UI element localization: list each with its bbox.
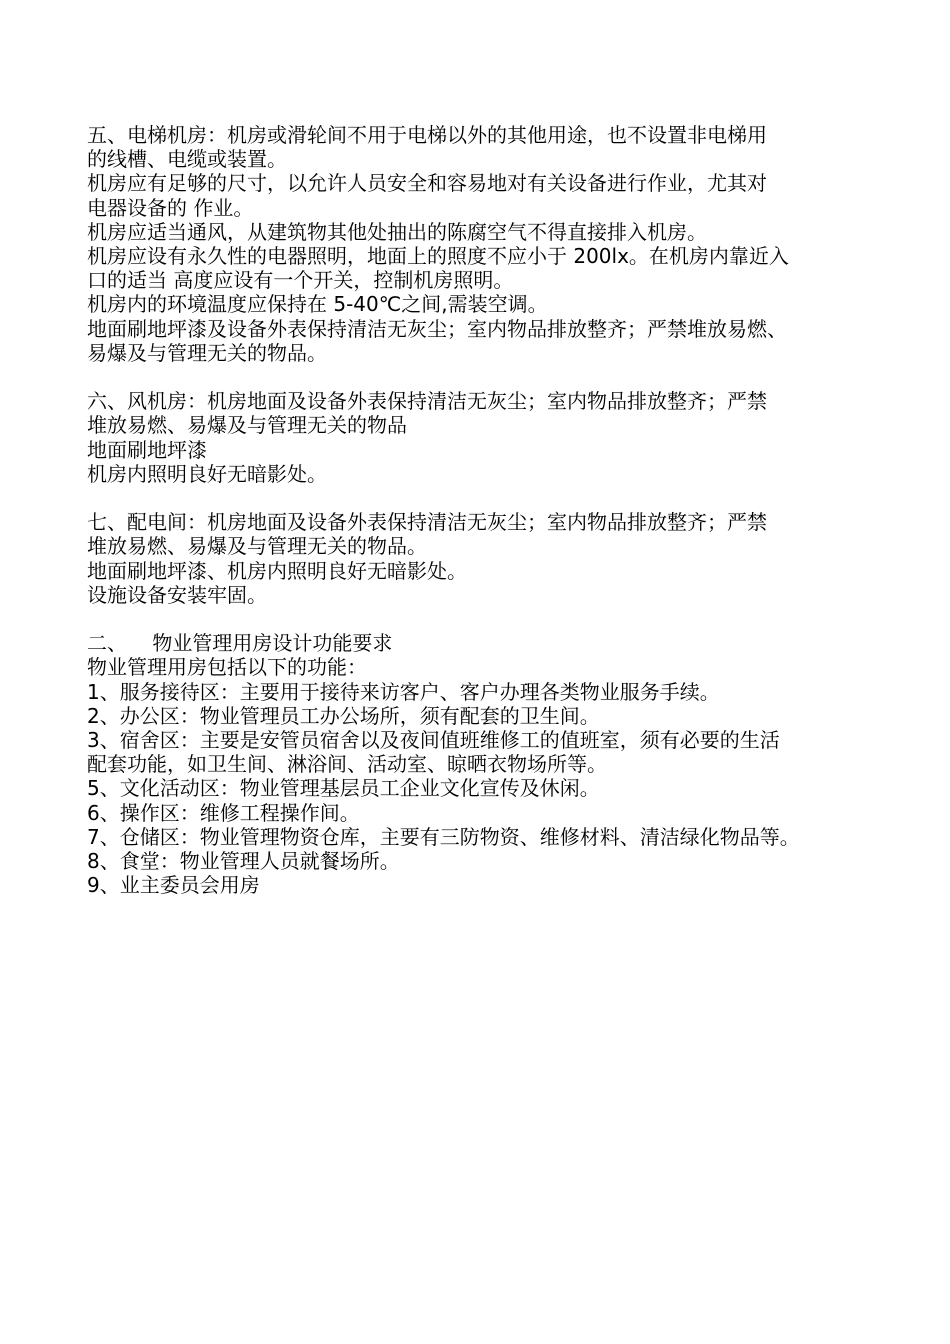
section-heading: 二、 物业管理用房设计功能要求 (87, 631, 393, 656)
paragraph-line: 设施设备安装牢固。 (87, 582, 267, 607)
paragraph-line: 地面刷地坪漆及设备外表保持清洁无灰尘；室内物品排放整齐；严禁堆放易燃、 (87, 316, 787, 341)
list-item: 9、业主委员会用房 (87, 873, 260, 898)
paragraph-line: 堆放易燃、易爆及与管理无关的物品。 (87, 534, 427, 559)
paragraph-line: 机房内照明良好无暗影处。 (87, 461, 327, 486)
paragraph-line: 地面刷地坪漆、机房内照明良好无暗影处。 (87, 558, 467, 583)
paragraph-line: 物业管理用房包括以下的功能： (87, 655, 367, 680)
list-item: 1、服务接待区：主要用于接待来访客户、客户办理各类物业服务手续。 (87, 679, 720, 704)
section-power-distribution-room (87, 510, 887, 607)
list-item: 5、文化活动区：物业管理基层员工企业文化宣传及休闲。 (87, 776, 600, 801)
paragraph-line: 口的适当 高度应设有一个开关，控制机房照明。 (87, 268, 514, 293)
list-item: 8、食堂：物业管理人员就餐场所。 (87, 849, 400, 874)
paragraph-line: 机房应适当通风，从建筑物其他处抽出的陈腐空气不得直接排入机房。 (87, 219, 707, 244)
section-heading: 五、电梯机房：机房或滑轮间不用于电梯以外的其他用途，也不设置非电梯用 (87, 123, 767, 147)
paragraph-line: 地面刷地坪漆 (87, 437, 207, 462)
section-property-management-rooms (87, 631, 887, 897)
section-elevator-machine-room (87, 123, 887, 365)
section-heading: 六、风机房：机房地面及设备外表保持清洁无灰尘；室内物品排放整齐；严禁 (87, 389, 767, 414)
blank-line (87, 365, 887, 389)
paragraph-line: 机房应设有永久性的电器照明，地面上的照度不应小于 200lx。在机房内靠近入 (87, 244, 789, 269)
section-fan-room (87, 389, 887, 486)
list-item-continuation: 配套功能，如卫生间、淋浴间、活动室、晾晒衣物场所等。 (87, 752, 607, 777)
paragraph-line: 机房内的环境温度应保持在 5-40℃之间,需装空调。 (87, 292, 548, 317)
list-item: 6、操作区：维修工程操作间。 (87, 800, 360, 825)
blank-line (87, 607, 887, 631)
list-item: 3、宿舍区：主要是安管员宿舍以及夜间值班维修工的值班室，须有必要的生活 (87, 728, 780, 753)
list-item: 7、仓储区：物业管理物资仓库，主要有三防物资、维修材料、清洁绿化物品等。 (87, 824, 800, 849)
paragraph-line: 堆放易燃、易爆及与管理无关的物品 (87, 413, 407, 438)
blank-line (87, 486, 887, 510)
paragraph-line: 电器设备的 作业。 (87, 195, 254, 220)
section-heading: 七、配电间：机房地面及设备外表保持清洁无灰尘；室内物品排放整齐；严禁 (87, 510, 767, 535)
paragraph-line: 易爆及与管理无关的物品。 (87, 340, 327, 365)
paragraph-line: 机房应有足够的尺寸，以允许人员安全和容易地对有关设备进行作业，尤其对 (87, 171, 767, 196)
list-item: 2、办公区：物业管理员工办公场所，须有配套的卫生间。 (87, 703, 600, 728)
document-page (87, 123, 887, 897)
paragraph-line: 的线槽、电缆或装置。 (87, 147, 287, 172)
